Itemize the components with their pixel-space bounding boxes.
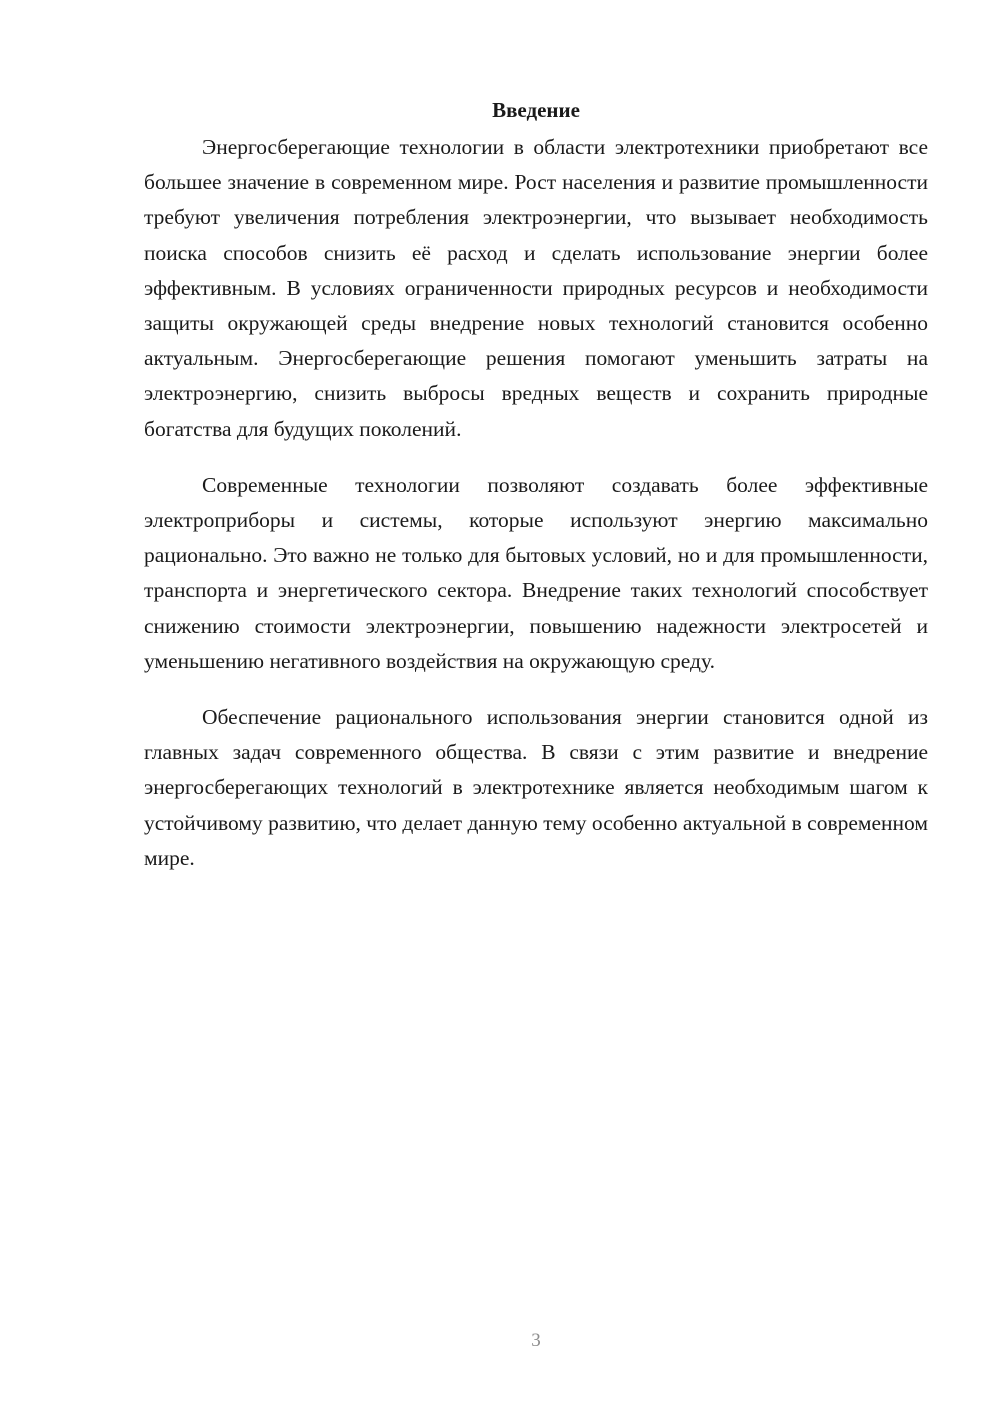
paragraph-3: Обеспечение рационального использования энергии становится одной из главных задач современного общества. В связи с этим развитие и внедрение энергосберегающих технологий в электротехнике является необходимым шагом к устойчивому развитию, что делает данную тему особенно актуальной в современном мире.: [144, 705, 928, 870]
paragraph-1: Энергосберегающие технологии в области электротехники приобретают все большее значение в современном мире. Рост населения и развитие промышленности требуют увеличения потребления электроэнергии, что вызывает необходимость поиска способов снизить её расход и сделать использование энергии более эффективным. В условиях ограниченности природных ресурсов и необходимости защиты окружающей среды внедрение новых технологий становится особенно актуальным. Энергосберегающие решения помогают уменьшить затраты на электроэнергию, снизить выбросы вредных веществ и сохранить природные богатства для будущих поколений.: [144, 135, 928, 441]
section-title: Введение: [492, 98, 580, 122]
paragraph-2: Современные технологии позволяют создавать более эффективные электроприборы и системы, которые используют энергию максимально рационально. Это важно не только для бытовых условий, но и для промышленности, транспорта и энергетического сектора. Внедрение таких технологий способствует снижению стоимости электроэнергии, повышению надежности электросетей и уменьшению негативного воздействия на окружающую среду.: [144, 472, 928, 673]
page-content: [144, 92, 928, 876]
page-number: 3: [531, 1330, 541, 1351]
